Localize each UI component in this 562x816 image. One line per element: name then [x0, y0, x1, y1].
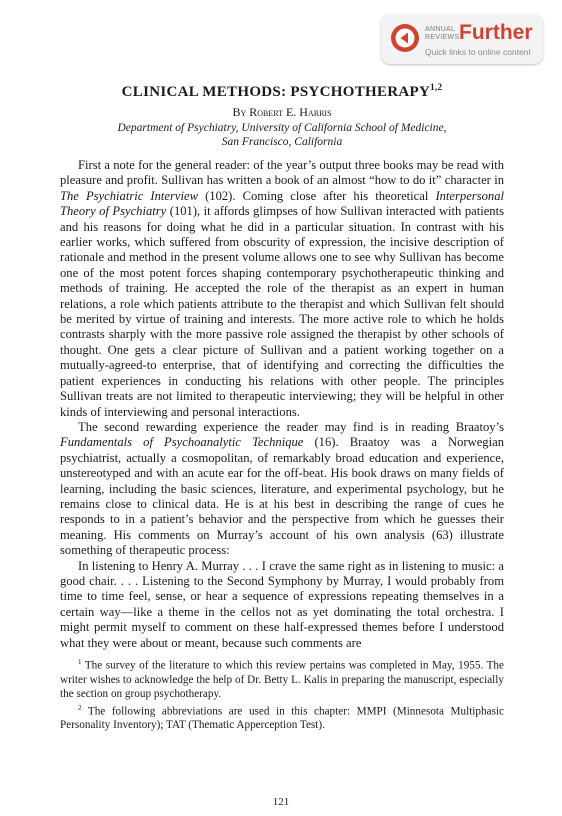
page-number: 121: [272, 796, 290, 808]
further-tagline: Quick links to online content: [425, 47, 531, 57]
annual-reviews-further-badge[interactable]: [381, 14, 543, 64]
block-quote: In listening to Henry A. Murray . . . I crave the same right as in listening to music: a good chair. . . . Listening to the Second Symphony by Murray, I would probably from time to time feel, sense, or hear a sequence of expressions repeating themselves in a certain way—like a theme in the cellos not as yet dominating the total orchestra. I might permit myself to comment on these half-expressed themes before I understood what they were about or meant, because such comments are: [60, 558, 504, 650]
play-circle-icon: [390, 23, 420, 53]
footnote: $^1$ The survey of the literature to which this review pertains was completed in May, 1955. The writer wishes to acknowledge the help of Dr. Betty L. Kalis in preparing the manuscript, especially the section on group psychotherapy.: [60, 658, 504, 700]
article-body: [60, 158, 504, 651]
author-line: By Robert E. Harris: [232, 105, 332, 119]
article-title: CLINICAL METHODS: PSYCHOTHERAPY$^{1,2}$: [121, 82, 443, 100]
body-paragraph: The second rewarding experience the reader may find is in reading Braatoy’s Fundamentals of Psychoanalytic Technique (16). Braatoy was a Norwegian psychiatrist, actually a cosmopolitan, of remarkably broad education and experience, unstereotyped and with an acute ear for the off-beat. His book draws on many fields of learning, including the basic sciences, literature, and experimental psychology, but he remains close to clinical data. He is at his best in describing the range of cues he responds to in a patient’s behavior and the perspective from which he guesses their meaning. His comments on Murray’s account of his own analysis (63) illustrate something of therapeutic process:: [60, 419, 504, 558]
body-paragraph: First a note for the general reader: of the year’s output three books may be read with pleasure and profit. Sullivan has written a book of an almost “how to do it” character in The Psychiatric Interview (102). Coming close after his theoretical Interpersonal Theory of Psychiatry (101), it affords glimpses of how Sullivan interacted with patients and his reasons for doing what he did in a particular situation. In contrast with his earlier works, which suffered from obscurity of expression, the incisive description of rationale and method in the present volume allows one to see why Sullivan has become one of the most potent forces shaping contemporary psychotherapeutic thinking and methods of training. He accepted the role of the therapist as an expert in human relations, a role which patients attribute to the therapist and which Sullivan felt should be merited by virtue of training and interests. The more active role to which he holds contrasts sharply with the more passive role assigned the therapist by other schools of thought. One gets a clear picture of Sullivan and a patient working together on a mutually-agreed-to enterprise, that of identifying and correcting the difficulties the patient experiences in conducting his relations with other people. The principles Sullivan treats are not limited to therapeutic interviewing; they will be helpful in other kinds of interviewing and personal interactions.: [60, 158, 504, 419]
annual-reviews-label: ANNUAL REVIEWS: [425, 26, 460, 41]
article-page: [60, 78, 504, 732]
further-brand: Further: [459, 21, 533, 44]
footnote: $^2$ The following abbreviations are used in this chapter: MMPI (Minnesota Multiphasic Personality Inventory); TAT (Thematic Apperception Test).: [60, 703, 504, 732]
affiliation: Department of Psychiatry, University of California School of Medicine, San Francisco, California: [117, 122, 447, 148]
title-footnote-marks: 1,2: [430, 82, 443, 92]
author-name: Robert E. Harris: [249, 105, 332, 119]
